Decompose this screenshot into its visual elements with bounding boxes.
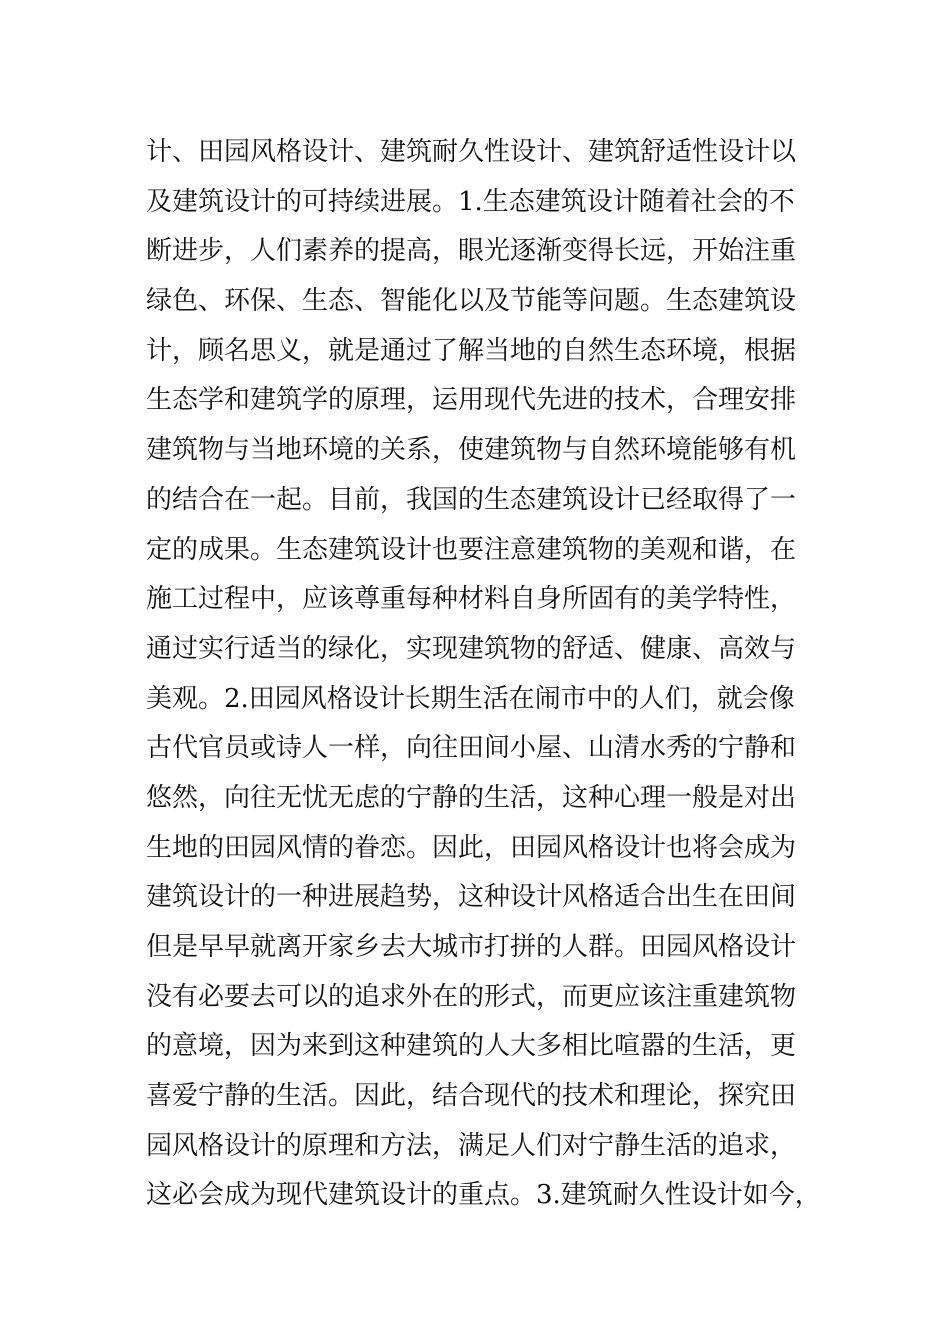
text-line: 通过实行适当的绿化，实现建筑物的舒适、健康、高效与 (146, 633, 797, 664)
text-line: 美观。2.田园风格设计长期生活在闹市中的人们，就会像 (146, 683, 795, 714)
text-line: 悠然，向往无忧无虑的宁静的生活，这种心理一般是对出 (146, 782, 797, 813)
text-line: 这必会成为现代建筑设计的重点。3.建筑耐久性设计如今， (146, 1180, 821, 1211)
text-line: 及建筑设计的可持续进展。1.生态建筑设计随着社会的不 (146, 186, 795, 217)
text-line: 绿色、环保、生态、智能化以及节能等问题。生态建筑设 (146, 286, 797, 317)
text-line: 的意境，因为来到这种建筑的人大多相比喧嚣的生活，更 (146, 1031, 797, 1062)
text-line: 没有必要去可以的追求外在的形式，而更应该注重建筑物 (146, 981, 797, 1012)
text-line: 生态学和建筑学的原理，运用现代先进的技术，合理安排 (146, 385, 797, 416)
body-text (146, 128, 826, 1221)
text-line: 施工过程中，应该尊重每种材料自身所固有的美学特性， (146, 584, 797, 615)
text-line: 计、田园风格设计、建筑耐久性设计、建筑舒适性设计以 (146, 137, 797, 167)
text-line: 的结合在一起。目前，我国的生态建筑设计已经取得了一 (146, 484, 797, 515)
text-line: 但是早早就离开家乡去大城市打拼的人群。田园风格设计 (146, 932, 797, 962)
text-line: 生地的田园风情的眷恋。因此，田园风格设计也将会成为 (146, 832, 797, 863)
text-line: 计，顾名思义，就是通过了解当地的自然生态环境，根据 (146, 335, 797, 366)
text-line: 建筑设计的一种进展趋势，这种设计风格适合出生在田间 (146, 882, 797, 913)
text-line: 古代官员或诗人一样，向往田间小屋、山清水秀的宁静和 (146, 733, 797, 764)
text-line: 园风格设计的原理和方法，满足人们对宁静生活的追求， (146, 1130, 797, 1161)
text-line: 定的成果。生态建筑设计也要注意建筑物的美观和谐，在 (146, 534, 797, 565)
text-line: 断进步，人们素养的提高，眼光逐渐变得长远，开始注重 (146, 236, 797, 267)
text-line: 喜爱宁静的生活。因此，结合现代的技术和理论，探究田 (146, 1081, 797, 1112)
text-line: 建筑物与当地环境的关系，使建筑物与自然环境能够有机 (146, 435, 797, 466)
